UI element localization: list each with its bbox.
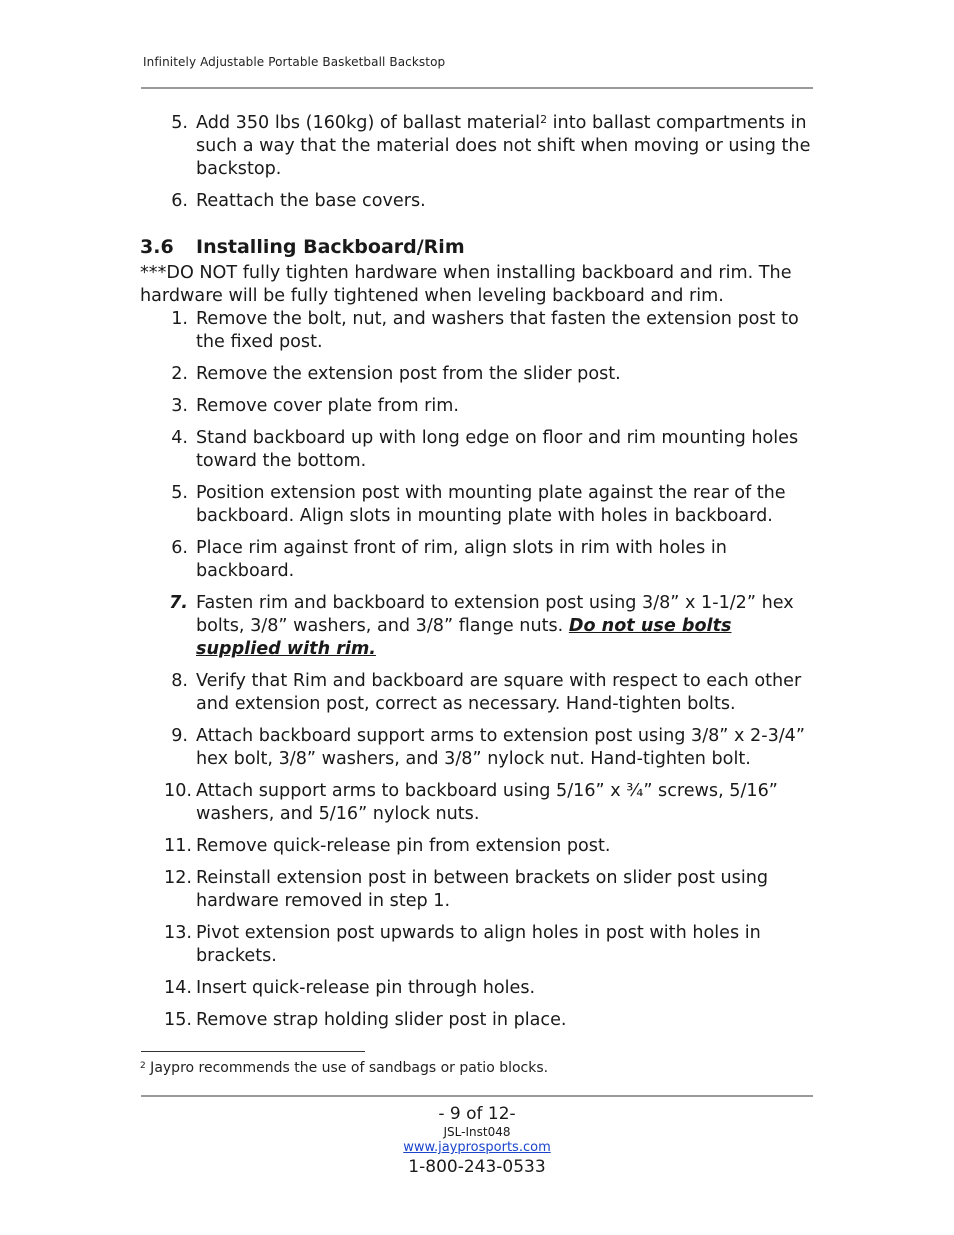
step-number: 13.: [164, 923, 192, 943]
footnote-separator: [141, 1051, 365, 1052]
step-number: 3.: [171, 396, 188, 416]
step-text: Remove the bolt, nut, and washers that fasten the extension post to the fixed post.: [196, 309, 799, 352]
step-list: [140, 308, 816, 1032]
step-number: 7.: [169, 593, 188, 613]
step-text: Fasten rim and backboard to extension post using 3/8” x 1-1/2” hex bolts, 3/8” washers, and 3/8” flange nuts.: [196, 593, 794, 636]
list-item: [140, 780, 816, 826]
step-text: Add 350 lbs (160kg) of ballast material: [196, 113, 541, 133]
step-number: 9.: [171, 726, 188, 746]
caution-note: ***DO NOT fully tighten hardware when installing backboard and rim. The hardware will be fully tightened when leveling backboard and rim.: [140, 263, 792, 306]
step-number: 5.: [171, 113, 188, 133]
list-item: [140, 670, 816, 716]
step-number: 12.: [164, 868, 192, 888]
list-item: [140, 427, 816, 473]
list-item: [140, 363, 816, 386]
step-text: Remove the extension post from the slider post.: [196, 364, 621, 384]
list-item: [140, 112, 816, 181]
step-number: 6.: [171, 538, 188, 558]
step-text: Attach backboard support arms to extension post using 3/8” x 2-3/4” hex bolt, 3/8” washers, and 3/8” nylock nut. Hand-tighten bolt.: [196, 726, 805, 769]
step-number: 6.: [171, 191, 188, 211]
section-number: 3.6: [140, 236, 174, 258]
page-number: - 9 of 12-: [438, 1104, 516, 1124]
footnote-mark: 2: [140, 1061, 146, 1071]
page-body: [140, 112, 816, 1032]
continued-step-list: [140, 112, 816, 213]
list-item: [140, 1009, 816, 1032]
step-number: 5.: [171, 483, 188, 503]
list-item: [140, 308, 816, 354]
phone-number: 1-800-243-0533: [408, 1157, 546, 1177]
step-text: Remove quick-release pin from extension post.: [196, 836, 611, 856]
step-text: Attach support arms to backboard using 5/16” x ¾” screws, 5/16” washers, and 5/16” nylock nuts.: [196, 781, 778, 824]
footnote: [140, 1060, 548, 1076]
section-title: Installing Backboard/Rim: [196, 236, 465, 258]
list-item: [140, 867, 816, 913]
step-number: 8.: [171, 671, 188, 691]
step-text: Position extension post with mounting plate against the rear of the backboard. Align slots in mounting plate with holes in backboard.: [196, 483, 786, 526]
list-item: [140, 922, 816, 968]
step-text: Reinstall extension post in between brackets on slider post using hardware removed in step 1.: [196, 868, 769, 911]
step-text: Stand backboard up with long edge on floor and rim mounting holes toward the bottom.: [196, 428, 799, 471]
step-number: 4.: [171, 428, 188, 448]
step-number: 15.: [164, 1010, 192, 1030]
step-text: Verify that Rim and backboard are square with respect to each other and extension post, correct as necessary. Hand-tighten bolts.: [196, 671, 802, 714]
list-item: [140, 482, 816, 528]
step-text: into ballast compartments in such a way that the material does not shift when moving or using the backstop.: [196, 113, 811, 179]
section-heading: [140, 235, 816, 259]
header-rule: [141, 87, 813, 89]
list-item: [140, 190, 816, 213]
step-number: 1.: [171, 309, 188, 329]
step-text: Reattach the base covers.: [196, 191, 426, 211]
step-number: 10.: [164, 781, 192, 801]
list-item: [140, 835, 816, 858]
step-number: 2.: [171, 364, 188, 384]
step-text: Place rim against front of rim, align slots in rim with holes in backboard.: [196, 538, 727, 581]
step-number: 14.: [164, 978, 192, 998]
footnote-text: Jaypro recommends the use of sandbags or patio blocks.: [145, 1060, 549, 1076]
list-item: [140, 395, 816, 418]
running-header: Infinitely Adjustable Portable Basketball Backstop: [143, 55, 446, 69]
website-link[interactable]: www.jayprosports.com: [403, 1140, 551, 1155]
footnote-reference: 2: [540, 113, 548, 126]
step-text: Remove cover plate from rim.: [196, 396, 460, 416]
document-code: JSL-Inst048: [443, 1125, 511, 1139]
step-text: Pivot extension post upwards to align holes in post with holes in brackets.: [196, 923, 761, 966]
list-item: [140, 592, 816, 661]
list-item: [140, 977, 816, 1000]
step-text: Remove strap holding slider post in place.: [196, 1010, 567, 1030]
footer-rule: [141, 1095, 813, 1097]
list-item: [140, 725, 816, 771]
page-footer: [141, 1103, 813, 1178]
step-text: Insert quick-release pin through holes.: [196, 978, 536, 998]
step-number: 11.: [164, 836, 192, 856]
warning-emphasis: Do not use bolts supplied with rim.: [196, 616, 732, 659]
list-item: [140, 537, 816, 583]
